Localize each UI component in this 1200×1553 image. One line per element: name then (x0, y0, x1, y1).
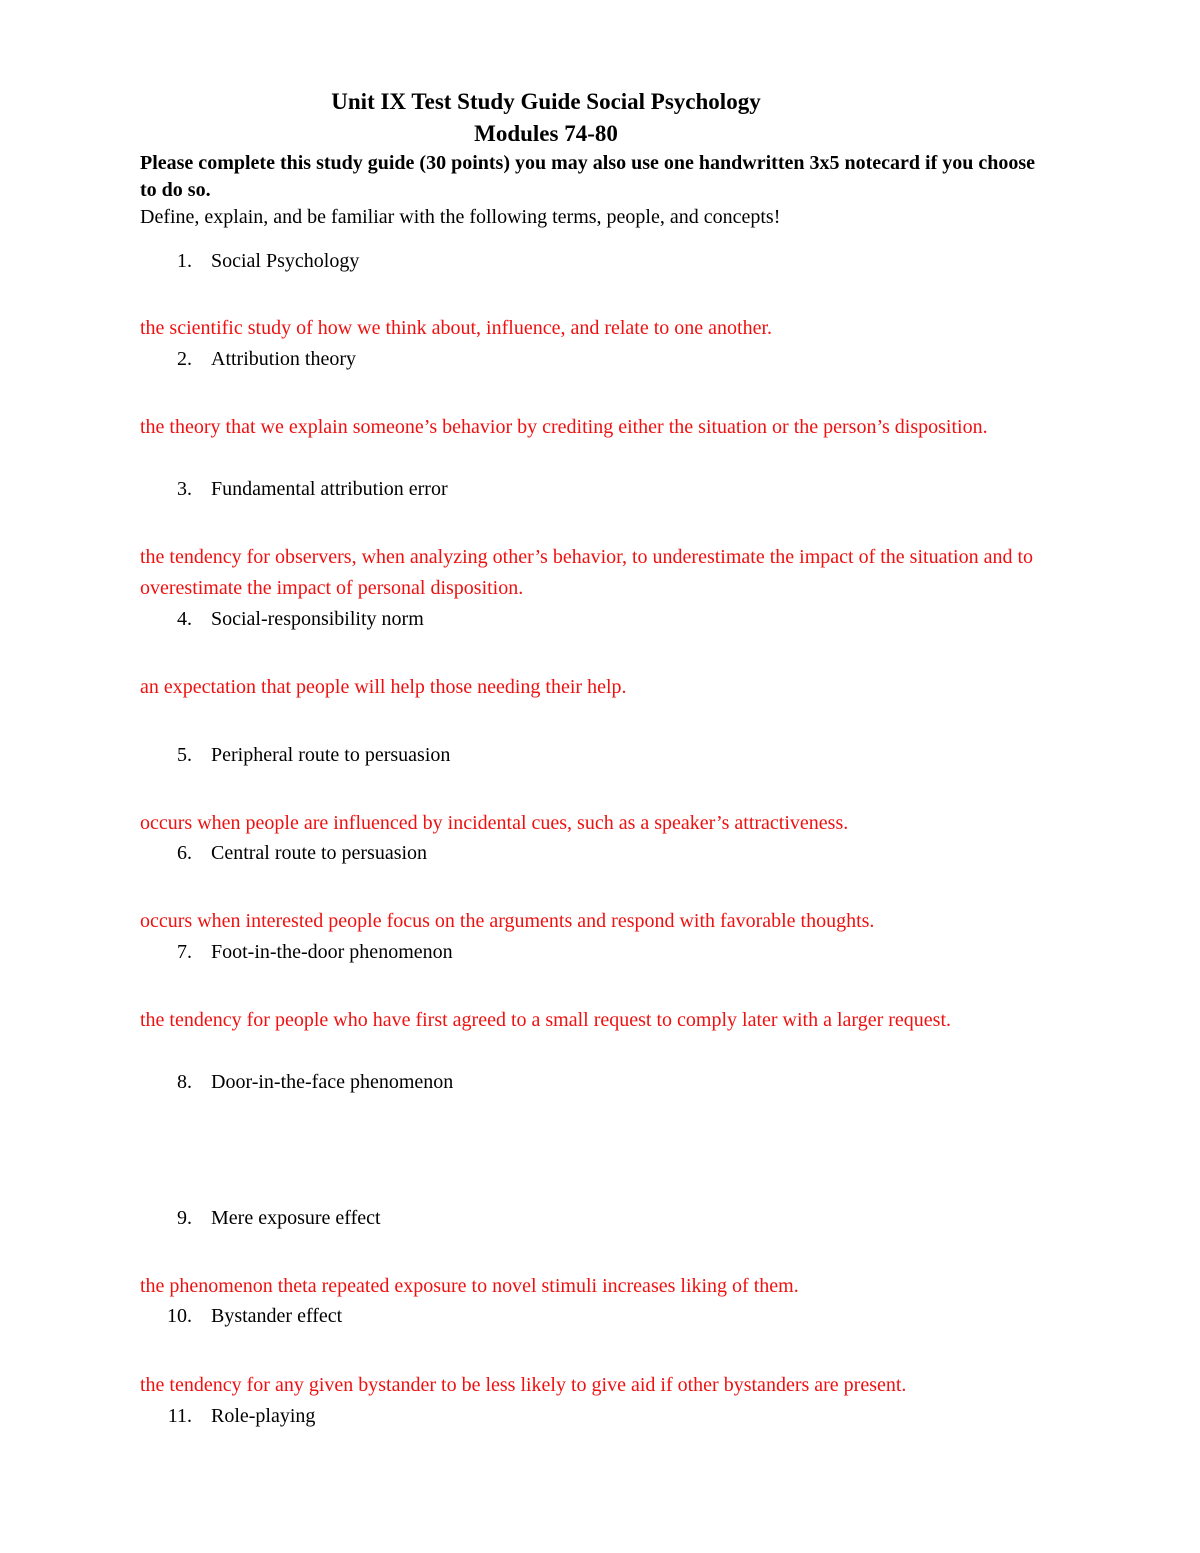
term-answer: the theory that we explain someone’s behavior by crediting either the situation or the person’s disposition. (140, 416, 988, 438)
term-answer: occurs when people are influenced by incidental cues, such as a speaker’s attractiveness. (140, 812, 849, 834)
term-label: Attribution theory (211, 348, 356, 370)
term-number: 4. (177, 608, 192, 630)
term-answer: the tendency for any given bystander to be less likely to give aid if other bystanders are present. (140, 1374, 907, 1396)
term-label: Fundamental attribution error (211, 478, 448, 500)
term-number: 2. (177, 348, 192, 370)
term-answer: an expectation that people will help those needing their help. (140, 676, 627, 698)
term-number: 11. (167, 1405, 192, 1427)
term-number: 9. (177, 1207, 192, 1229)
term-answer: occurs when interested people focus on the arguments and respond with favorable thoughts. (140, 910, 875, 932)
term-answer: the scientific study of how we think about, influence, and relate to one another. (140, 317, 773, 339)
instructions: Define, explain, and be familiar with the following terms, people, and concepts! (140, 206, 781, 228)
term-label: Role-playing (211, 1405, 316, 1427)
term-answer: the tendency for people who have first agreed to a small request to comply later with a larger request. (140, 1009, 952, 1031)
term-number: 7. (177, 941, 192, 963)
term-label: Bystander effect (211, 1305, 343, 1327)
page-title: Unit IX Test Study Guide Social Psychology (331, 89, 761, 114)
term-label: Central route to persuasion (211, 842, 428, 864)
term-label: Door-in-the-face phenomenon (211, 1071, 454, 1093)
term-number: 6. (177, 842, 192, 864)
term-number: 1. (177, 250, 192, 272)
term-answer: the tendency for observers, when analyzing other’s behavior, to underestimate the impact of the situation and to overestimate the impact of personal disposition. (140, 546, 1033, 599)
term-label: Social Psychology (211, 250, 360, 272)
instructions-bold: Please complete this study guide (30 points) you may also use one handwritten 3x5 notecard if you choose to do so. (140, 152, 1036, 201)
term-label: Foot-in-the-door phenomenon (211, 941, 453, 963)
term-number: 3. (177, 478, 192, 500)
term-number: 10. (167, 1305, 192, 1327)
term-answer: the phenomenon theta repeated exposure to novel stimuli increases liking of them. (140, 1275, 799, 1297)
term-number: 5. (177, 744, 192, 766)
term-label: Mere exposure effect (211, 1207, 381, 1229)
term-label: Social-responsibility norm (211, 608, 424, 630)
term-number: 8. (177, 1071, 192, 1093)
page-subtitle: Modules 74-80 (474, 121, 618, 146)
term-label: Peripheral route to persuasion (211, 744, 451, 766)
